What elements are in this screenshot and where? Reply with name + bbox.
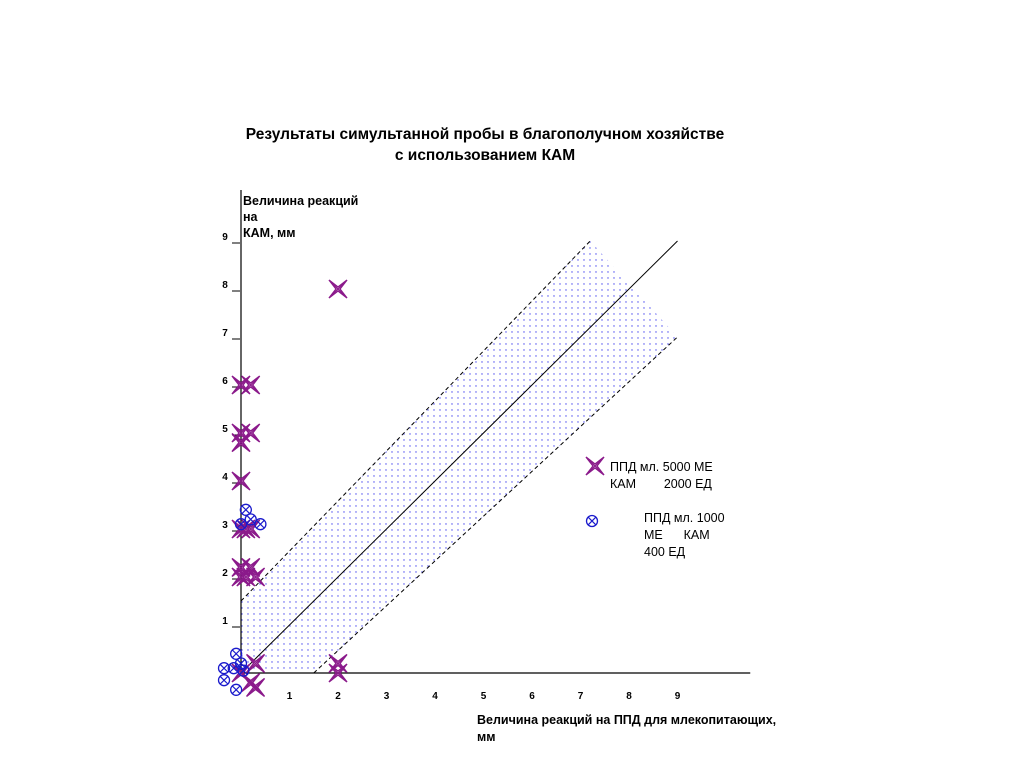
legend-marker-series-b	[587, 516, 598, 527]
legend-label-series-a-line-1: ППД мл. 5000 МЕ	[610, 460, 713, 474]
legend	[586, 457, 604, 527]
x-tick-label: 8	[626, 691, 632, 702]
legend-label-series-b-line-3: 400 ЕД	[644, 545, 686, 559]
series-a-point	[242, 376, 260, 394]
y-tick-label: 8	[222, 280, 228, 291]
y-tick-label: 6	[222, 376, 228, 387]
identity-line	[241, 241, 678, 673]
y-tick-label: 2	[222, 568, 228, 579]
x-tick-label: 9	[674, 691, 681, 702]
legend-label-series-b-line-2: МЕ КАМ	[644, 528, 710, 542]
y-tick-label: 4	[222, 472, 228, 483]
y-axis-label-line-3: КАМ, мм	[243, 226, 296, 240]
series-a-point	[329, 654, 347, 672]
y-axis-label-line-1: Величина реакций	[243, 194, 359, 208]
x-tick-label: 4	[432, 691, 438, 702]
y-tick-label: 7	[222, 328, 228, 339]
x-tick-label: 6	[529, 691, 535, 702]
legend-label-series-b-line-1: ППД мл. 1000	[644, 511, 725, 525]
x-tick-label: 7	[577, 691, 584, 702]
series-a-point	[247, 678, 265, 696]
x-tick-label: 5	[480, 691, 487, 702]
x-axis-label-line-1: Величина реакций на ППД для млекопитающих,	[477, 713, 777, 727]
y-tick-label: 9	[222, 232, 228, 243]
x-tick-label: 2	[335, 691, 341, 702]
x-axis-label-line-2: мм	[477, 730, 496, 744]
y-tick-label: 1	[222, 616, 228, 627]
x-tick-label: 3	[383, 691, 390, 702]
y-tick-label: 5	[222, 424, 228, 435]
series-b-point	[231, 684, 242, 695]
legend-label-series-a-line-2: КАМ 2000 ЕД	[610, 477, 712, 491]
chart-title-line-1: Результаты симультанной пробы в благополучном хозяйстве	[245, 126, 725, 143]
confidence-band	[241, 241, 678, 673]
legend-marker-series-a	[586, 457, 604, 475]
series-a-point	[329, 280, 347, 298]
x-tick-label: 1	[286, 691, 293, 702]
y-tick-label: 3	[222, 520, 228, 531]
y-axis-label-line-2: на	[243, 210, 258, 224]
chart-title-line-2: с использованием КАМ	[394, 147, 576, 164]
series-b-point	[219, 675, 230, 686]
